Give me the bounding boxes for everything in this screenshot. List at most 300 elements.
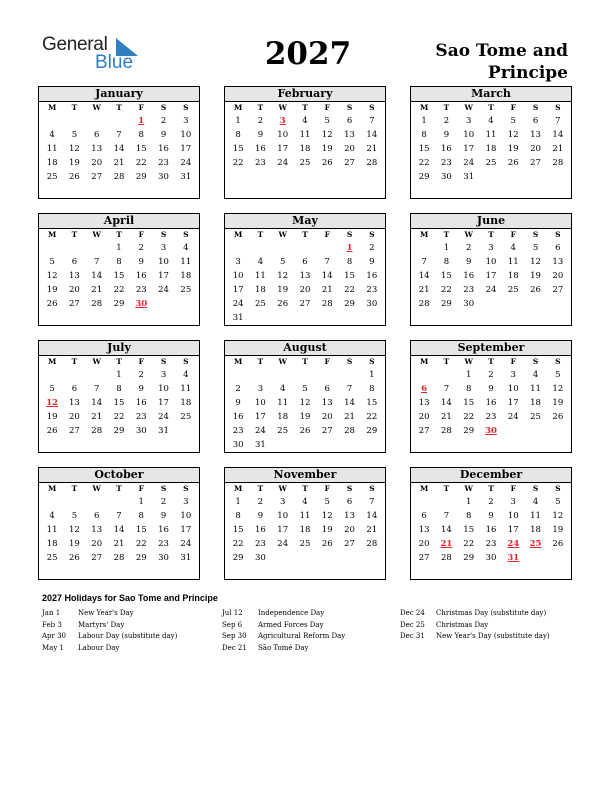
empty-day bbox=[502, 297, 524, 311]
day: 21 bbox=[113, 158, 125, 168]
day: 11 bbox=[299, 130, 311, 140]
day: 26 bbox=[46, 299, 58, 309]
weekday-label: F bbox=[510, 103, 516, 112]
day: 8 bbox=[235, 511, 241, 521]
day: 17 bbox=[158, 271, 169, 281]
empty-day bbox=[547, 424, 569, 438]
weekday-label: S bbox=[555, 230, 561, 239]
day: 9 bbox=[138, 384, 144, 394]
day: 6 bbox=[555, 243, 561, 253]
empty-day bbox=[41, 495, 63, 509]
month-name: September bbox=[411, 341, 571, 356]
day: 16 bbox=[158, 525, 169, 535]
weekday-label: S bbox=[555, 103, 561, 112]
day: 3 bbox=[510, 497, 516, 507]
weekday-label: M bbox=[233, 103, 243, 112]
weekday-header bbox=[225, 102, 385, 114]
day: 10 bbox=[180, 130, 192, 140]
weekday-label: S bbox=[160, 103, 167, 112]
holiday-item bbox=[222, 643, 345, 655]
day: 8 bbox=[465, 384, 472, 394]
week-row bbox=[411, 509, 571, 523]
weekday-header bbox=[411, 229, 571, 241]
day: 4 bbox=[488, 116, 494, 126]
day: 28 bbox=[366, 158, 378, 168]
empty-day bbox=[86, 114, 108, 128]
day: 10 bbox=[158, 384, 169, 394]
weekday-label: W bbox=[92, 484, 101, 493]
holiday-date: Dec 31 bbox=[400, 632, 425, 640]
week-row bbox=[39, 142, 199, 156]
day: 25 bbox=[299, 539, 311, 549]
day: 13 bbox=[69, 271, 80, 281]
day: 31 bbox=[232, 313, 244, 323]
day: 3 bbox=[510, 370, 516, 380]
day: 6 bbox=[71, 257, 78, 267]
holiday-name: Labour Day bbox=[78, 643, 120, 652]
day: 4 bbox=[49, 130, 55, 140]
day: 27 bbox=[321, 426, 333, 436]
week-row bbox=[411, 495, 571, 509]
week-row bbox=[411, 114, 571, 128]
day: 11 bbox=[277, 398, 289, 408]
day: 24 bbox=[158, 412, 169, 422]
day: 27 bbox=[91, 172, 103, 182]
empty-day bbox=[316, 311, 338, 325]
empty-day bbox=[86, 368, 108, 382]
day: 20 bbox=[321, 412, 333, 422]
day: 30 bbox=[463, 299, 475, 309]
weekday-label: F bbox=[324, 103, 330, 112]
day: 28 bbox=[91, 299, 103, 309]
holiday-item bbox=[400, 631, 550, 643]
empty-day bbox=[294, 368, 316, 382]
day: 15 bbox=[418, 144, 430, 154]
month-march bbox=[410, 86, 572, 199]
week-row bbox=[39, 368, 199, 382]
weekday-label: M bbox=[233, 230, 243, 239]
day: 1 bbox=[369, 370, 375, 380]
logo bbox=[42, 34, 142, 74]
holiday-item bbox=[222, 620, 345, 632]
week-row bbox=[411, 368, 571, 382]
day: 31 bbox=[463, 172, 475, 182]
weekday-label: W bbox=[92, 103, 101, 112]
day: 1 bbox=[465, 370, 472, 380]
holiday-day: 30 bbox=[135, 299, 148, 309]
week-row bbox=[225, 283, 385, 297]
weekday-header bbox=[39, 229, 199, 241]
weekday-label: T bbox=[488, 484, 494, 493]
day: 28 bbox=[366, 539, 378, 549]
day: 16 bbox=[255, 525, 266, 535]
month-name: April bbox=[39, 214, 199, 229]
holiday-item bbox=[42, 643, 177, 655]
day: 7 bbox=[93, 384, 100, 394]
day: 15 bbox=[463, 398, 475, 408]
week-row bbox=[411, 128, 571, 142]
day: 12 bbox=[69, 144, 80, 154]
day: 21 bbox=[418, 285, 430, 295]
weekday-header bbox=[225, 356, 385, 368]
day: 4 bbox=[302, 116, 308, 126]
day: 25 bbox=[485, 158, 497, 168]
day: 26 bbox=[552, 412, 564, 422]
empty-day bbox=[272, 311, 294, 325]
day: 27 bbox=[344, 158, 355, 168]
day: 27 bbox=[552, 285, 564, 295]
day: 18 bbox=[507, 271, 519, 281]
empty-day bbox=[152, 297, 174, 311]
month-october bbox=[38, 467, 200, 580]
empty-day bbox=[63, 495, 85, 509]
day: 15 bbox=[232, 144, 244, 154]
empty-day bbox=[547, 170, 569, 184]
day: 28 bbox=[321, 299, 333, 309]
day: 19 bbox=[321, 525, 333, 535]
day: 10 bbox=[463, 130, 475, 140]
day: 23 bbox=[158, 539, 169, 549]
holiday-day: 6 bbox=[421, 384, 428, 394]
week-row bbox=[39, 537, 199, 551]
day: 9 bbox=[235, 398, 241, 408]
day: 16 bbox=[135, 398, 147, 408]
day: 17 bbox=[158, 398, 169, 408]
weekday-header bbox=[411, 102, 571, 114]
day: 10 bbox=[507, 511, 519, 521]
weekday-label: M bbox=[47, 357, 57, 366]
day: 28 bbox=[441, 553, 452, 563]
holiday-name: Labour Day (substitute day) bbox=[78, 632, 178, 640]
week-row bbox=[411, 269, 571, 283]
day: 14 bbox=[418, 271, 430, 281]
week-row bbox=[39, 396, 199, 410]
week-row bbox=[39, 495, 199, 509]
day: 29 bbox=[463, 553, 475, 563]
empty-day bbox=[63, 241, 85, 255]
day: 8 bbox=[116, 384, 122, 394]
weekday-label: S bbox=[532, 103, 539, 112]
day: 27 bbox=[69, 426, 80, 436]
day: 11 bbox=[299, 511, 311, 521]
day: 26 bbox=[299, 426, 311, 436]
day: 17 bbox=[507, 525, 519, 535]
holiday-day: 1 bbox=[346, 243, 353, 253]
month-november bbox=[224, 467, 386, 580]
day: 1 bbox=[235, 497, 241, 507]
weekday-label: S bbox=[369, 230, 375, 239]
day: 28 bbox=[113, 172, 125, 182]
holiday-name: Martyrs' Day bbox=[78, 620, 125, 629]
week-row bbox=[225, 156, 385, 170]
day: 25 bbox=[299, 158, 311, 168]
weekday-label: F bbox=[510, 484, 516, 493]
holiday-name: Agricultural Reform Day bbox=[258, 632, 346, 640]
day: 15 bbox=[135, 525, 147, 535]
day: 23 bbox=[366, 285, 378, 295]
weekday-label: M bbox=[47, 230, 57, 239]
weekday-label: W bbox=[464, 484, 473, 493]
day: 19 bbox=[321, 144, 333, 154]
day: 22 bbox=[135, 539, 147, 549]
month-june bbox=[410, 213, 572, 326]
weekday-header bbox=[225, 229, 385, 241]
day: 7 bbox=[324, 257, 330, 267]
day: 9 bbox=[160, 511, 167, 521]
day: 29 bbox=[418, 172, 430, 182]
weekday-label: M bbox=[47, 103, 57, 112]
month-name: January bbox=[39, 87, 199, 102]
day: 20 bbox=[344, 525, 355, 535]
weekday-label: S bbox=[160, 357, 167, 366]
day: 27 bbox=[418, 426, 430, 436]
day: 30 bbox=[255, 553, 266, 563]
day: 15 bbox=[135, 144, 147, 154]
day: 18 bbox=[299, 144, 311, 154]
weekday-label: F bbox=[138, 484, 144, 493]
holiday-item bbox=[222, 608, 345, 620]
day: 12 bbox=[507, 130, 519, 140]
weekday-label: S bbox=[555, 484, 561, 493]
holidays-title: 2027 Holidays for Sao Tome and Principe bbox=[42, 593, 218, 603]
empty-day bbox=[294, 551, 316, 565]
day: 5 bbox=[279, 257, 286, 267]
day: 5 bbox=[555, 370, 561, 380]
weekday-label: W bbox=[278, 357, 287, 366]
week-row bbox=[39, 523, 199, 537]
day: 20 bbox=[69, 285, 80, 295]
day: 7 bbox=[443, 511, 450, 521]
day: 21 bbox=[344, 412, 355, 422]
weekday-label: T bbox=[71, 230, 78, 239]
day: 14 bbox=[441, 525, 452, 535]
day: 13 bbox=[91, 525, 103, 535]
empty-day bbox=[249, 241, 271, 255]
holiday-column bbox=[42, 608, 177, 654]
weekday-label: T bbox=[116, 103, 122, 112]
holiday-item bbox=[42, 608, 177, 620]
day: 20 bbox=[552, 271, 564, 281]
holiday-name: Christmas Day bbox=[436, 620, 489, 629]
day: 20 bbox=[91, 539, 103, 549]
day: 16 bbox=[485, 398, 497, 408]
day: 8 bbox=[443, 257, 450, 267]
weekday-label: T bbox=[443, 357, 450, 366]
weekday-label: F bbox=[324, 484, 330, 493]
weekday-header bbox=[39, 356, 199, 368]
day: 16 bbox=[135, 271, 147, 281]
day: 24 bbox=[180, 158, 192, 168]
day: 22 bbox=[135, 158, 147, 168]
day: 9 bbox=[369, 257, 375, 267]
week-row bbox=[39, 156, 199, 170]
empty-day bbox=[41, 241, 63, 255]
day: 7 bbox=[93, 257, 100, 267]
weekday-label: W bbox=[278, 230, 287, 239]
day: 6 bbox=[302, 257, 308, 267]
holiday-name: Armed Forces Day bbox=[258, 620, 324, 629]
day: 7 bbox=[443, 384, 450, 394]
day: 11 bbox=[46, 144, 58, 154]
day: 22 bbox=[463, 539, 475, 549]
day: 9 bbox=[465, 257, 472, 267]
day: 15 bbox=[344, 271, 355, 281]
week-row bbox=[411, 142, 571, 156]
day: 11 bbox=[485, 130, 497, 140]
day: 25 bbox=[507, 285, 519, 295]
day: 30 bbox=[158, 553, 169, 563]
day: 13 bbox=[418, 525, 430, 535]
day: 22 bbox=[344, 285, 355, 295]
day: 20 bbox=[418, 412, 430, 422]
holiday-item bbox=[400, 620, 550, 632]
week-row bbox=[39, 424, 199, 438]
day: 25 bbox=[180, 285, 192, 295]
day: 12 bbox=[530, 257, 541, 267]
day: 16 bbox=[158, 144, 169, 154]
day: 16 bbox=[441, 144, 452, 154]
day: 1 bbox=[465, 497, 472, 507]
day: 4 bbox=[510, 243, 516, 253]
day: 17 bbox=[180, 525, 192, 535]
day: 22 bbox=[232, 158, 244, 168]
empty-day bbox=[413, 241, 435, 255]
day: 26 bbox=[321, 158, 333, 168]
day: 6 bbox=[324, 384, 330, 394]
day: 30 bbox=[441, 172, 452, 182]
day: 1 bbox=[421, 116, 427, 126]
day: 29 bbox=[463, 426, 475, 436]
day: 15 bbox=[232, 525, 244, 535]
empty-day bbox=[338, 438, 360, 452]
day: 12 bbox=[277, 271, 289, 281]
month-name: October bbox=[39, 468, 199, 483]
day: 22 bbox=[441, 285, 452, 295]
day: 19 bbox=[69, 539, 80, 549]
day: 2 bbox=[488, 370, 494, 380]
empty-day bbox=[294, 241, 316, 255]
weekday-label: S bbox=[369, 103, 375, 112]
weekday-label: S bbox=[532, 357, 539, 366]
day: 29 bbox=[135, 172, 147, 182]
week-row bbox=[225, 495, 385, 509]
weekday-label: S bbox=[160, 484, 167, 493]
day: 17 bbox=[255, 412, 266, 422]
day: 2 bbox=[257, 116, 264, 126]
day: 6 bbox=[532, 116, 539, 126]
day: 6 bbox=[71, 384, 78, 394]
weekday-label: S bbox=[160, 230, 167, 239]
week-row bbox=[225, 311, 385, 325]
day: 26 bbox=[507, 158, 519, 168]
day: 22 bbox=[463, 412, 475, 422]
day: 24 bbox=[277, 158, 289, 168]
empty-day bbox=[316, 241, 338, 255]
weekday-label: S bbox=[183, 484, 189, 493]
week-row bbox=[39, 509, 199, 523]
weekday-label: F bbox=[324, 357, 330, 366]
day: 13 bbox=[552, 257, 564, 267]
day: 13 bbox=[91, 144, 103, 154]
day: 11 bbox=[255, 271, 266, 281]
logo-text-general: General bbox=[42, 34, 108, 55]
day: 9 bbox=[257, 511, 264, 521]
day: 14 bbox=[113, 144, 125, 154]
week-row bbox=[411, 297, 571, 311]
day: 12 bbox=[299, 398, 311, 408]
day: 3 bbox=[160, 370, 167, 380]
day: 4 bbox=[49, 511, 55, 521]
empty-day bbox=[272, 368, 294, 382]
day: 10 bbox=[507, 384, 519, 394]
week-row bbox=[225, 142, 385, 156]
week-row bbox=[411, 241, 571, 255]
day: 14 bbox=[91, 398, 103, 408]
weekday-label: W bbox=[464, 103, 473, 112]
day: 6 bbox=[93, 130, 100, 140]
week-row bbox=[225, 297, 385, 311]
week-row bbox=[39, 114, 199, 128]
day: 8 bbox=[138, 130, 144, 140]
day: 17 bbox=[180, 144, 192, 154]
week-row bbox=[39, 241, 199, 255]
weekday-label: W bbox=[278, 484, 287, 493]
day: 8 bbox=[138, 511, 144, 521]
holiday-name: São Tomé Day bbox=[258, 643, 309, 652]
day: 19 bbox=[552, 398, 564, 408]
weekday-label: M bbox=[47, 484, 57, 493]
day: 22 bbox=[418, 158, 430, 168]
holiday-date: May 1 bbox=[42, 643, 64, 652]
holiday-day: 30 bbox=[485, 426, 497, 436]
weekday-label: S bbox=[532, 230, 539, 239]
day: 1 bbox=[116, 370, 122, 380]
month-name: June bbox=[411, 214, 571, 229]
holiday-name: Christmas Day (substitute day) bbox=[436, 609, 547, 617]
week-row bbox=[225, 438, 385, 452]
day: 9 bbox=[488, 511, 494, 521]
weekday-label: W bbox=[278, 103, 287, 112]
day: 18 bbox=[46, 539, 58, 549]
week-row bbox=[225, 424, 385, 438]
day: 9 bbox=[138, 257, 144, 267]
day: 16 bbox=[366, 271, 378, 281]
day: 2 bbox=[138, 243, 144, 253]
day: 4 bbox=[257, 257, 264, 267]
month-january bbox=[38, 86, 200, 199]
day: 3 bbox=[235, 257, 241, 267]
day: 29 bbox=[441, 299, 452, 309]
day: 15 bbox=[366, 398, 378, 408]
day: 7 bbox=[116, 130, 122, 140]
weekday-label: T bbox=[116, 484, 122, 493]
day: 18 bbox=[530, 525, 541, 535]
weekday-label: F bbox=[138, 103, 144, 112]
day: 27 bbox=[299, 299, 311, 309]
weekday-label: T bbox=[257, 103, 264, 112]
week-row bbox=[39, 170, 199, 184]
holiday-date: Jan 1 bbox=[42, 609, 61, 617]
day: 27 bbox=[344, 539, 355, 549]
day: 17 bbox=[277, 144, 289, 154]
day: 19 bbox=[530, 271, 541, 281]
day: 29 bbox=[113, 426, 125, 436]
week-row bbox=[411, 396, 571, 410]
weekday-label: T bbox=[116, 357, 122, 366]
weekday-label: S bbox=[183, 357, 189, 366]
day: 19 bbox=[46, 285, 58, 295]
day: 16 bbox=[255, 144, 266, 154]
